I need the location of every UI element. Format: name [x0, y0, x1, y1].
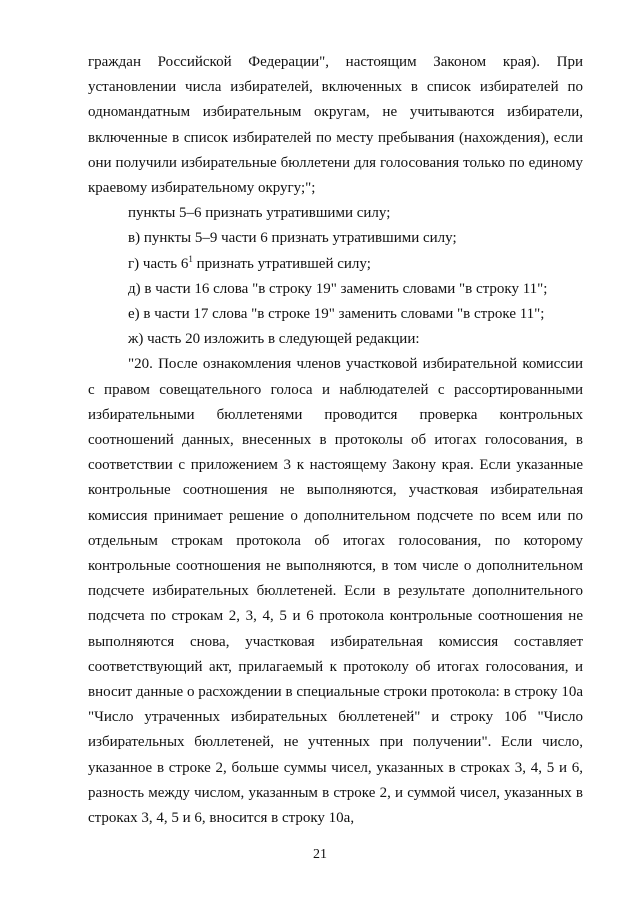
paragraph-item-text: признать утратившей силу; [192, 255, 371, 272]
paragraph-main: "20. После ознакомления членов участковой избирательной комиссии с правом совещательного голоса и наблюдателей с рассортированными избирательными бюллетенями проводится проверка контрольных соотношений данных, внесенных в протоколы об итогах голосования, в соответствии с приложением 3 к настоящему Закону края. Если указанные контрольные соотношения не выполняются, участковая избирательная комиссия принимает решение о дополнительном подсчете по всем или по отдельным строкам протокола об итогах голосования, по которому контрольные соотношения не выполняются, в том числе о дополнительном подсчете избирательных бюллетеней. Если в результате дополнительного подсчета по строкам 2, 3, 4, 5 и 6 протокола контрольные соотношения не выполняются снова, участковая избирательная комиссия составляет соответствующий акт, прилагаемый к протоколу об итогах голосования, и вносит данные о расхождении в специальные строки протокола: в строку 10а "Число утраченных избирательных бюллетеней" и строку 10б "Число избирательных бюллетеней, не учтенных при получении". Если число, указанное в строке 2, больше суммы чисел, указанных в строках 3, 4, 5 и 6, разность между числом, указанным в строке 2, и суммой чисел, указанных в строках 3, 4, 5 и 6, вносится в строку 10а, [88, 356, 583, 827]
page-number: 21 [313, 847, 327, 862]
paragraph-item: е) в части 17 слова "в строке 19" заменить словами "в строке 11"; [128, 306, 545, 323]
paragraph-item: ж) часть 20 изложить в следующей редакции: [128, 331, 420, 348]
paragraph-item [88, 252, 583, 277]
paragraph-item: в) пункты 5–9 части 6 признать утратившими силу; [128, 230, 457, 247]
paragraph-item: пункты 5–6 признать утратившими силу; [128, 205, 391, 222]
paragraph-item-text: г) часть 6 [128, 255, 189, 272]
document-body [88, 50, 583, 831]
superscript: 1 [188, 253, 193, 264]
paragraph-continuation: граждан Российской Федерации", настоящим Законом края). При установлении числа избирателей, включенных в список избирателей по одномандатным избирательным округам, не учитываются избиратели, включенные в список избирателей по месту пребывания (нахождения), если они получили избирательные бюллетени для голосования только по единому краевому избирательному округу;"; [88, 54, 583, 197]
paragraph-item: д) в части 16 слова "в строку 19" заменить словами "в строку 11"; [128, 280, 548, 297]
